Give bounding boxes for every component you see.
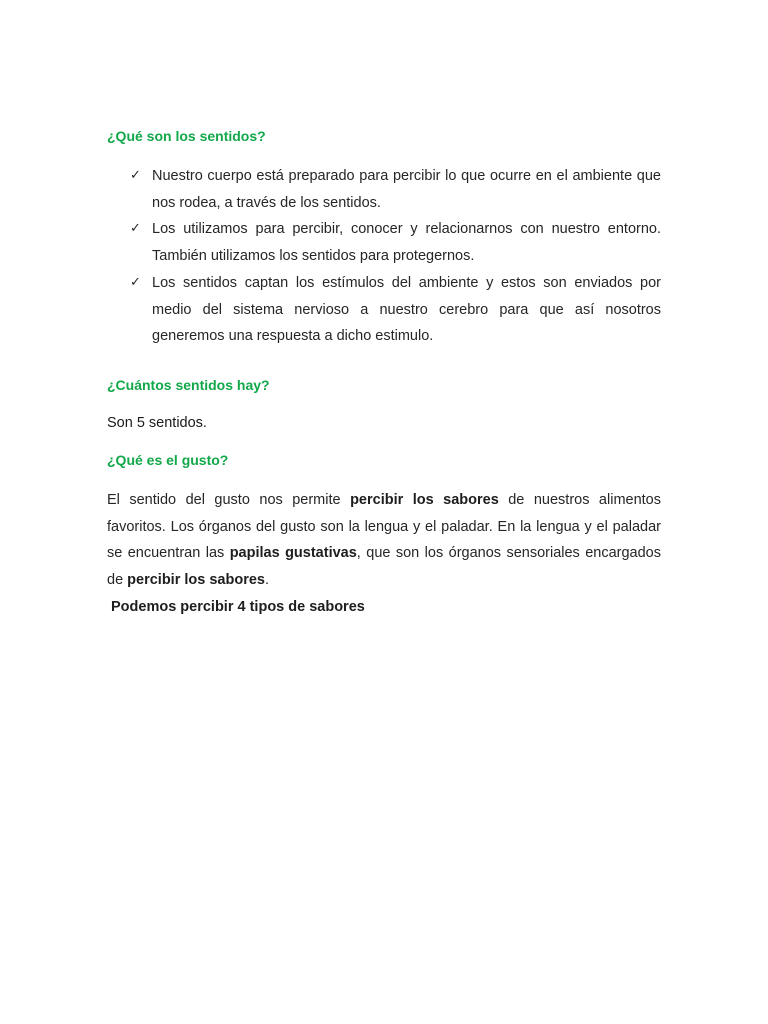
paragraph-text: , que son los órganos sensoriales encargados de bbox=[107, 545, 661, 589]
checkmark-icon: ✓ bbox=[130, 168, 141, 183]
senses-checklist bbox=[107, 163, 661, 350]
checklist-item-text: Los sentidos captan los estímulos del ambiente y estos son enviados por medio del sistema nervioso a nuestro cerebro para que así nosotros generemos una respuesta a dicho estimulo. bbox=[152, 274, 661, 345]
checklist-item-text: Nuestro cuerpo está preparado para percibir lo que ocurre en el ambiente que nos rodea, a través de los sentidos. bbox=[152, 168, 661, 211]
senses-count-text: Son 5 sentidos. bbox=[107, 414, 207, 431]
paragraph-text: . bbox=[264, 572, 270, 589]
bold-phrase: percibir los sabores bbox=[350, 491, 499, 508]
paragraph-text: de nuestros alimentos favoritos. Los órganos del gusto son la lengua y el paladar. En la lengua y el paladar se encuentran las bbox=[107, 491, 661, 562]
checkmark-icon: ✓ bbox=[130, 221, 141, 237]
flavors-subheading: Podemos percibir 4 tipos de sabores bbox=[111, 598, 365, 615]
heading-que-es-el-gusto: ¿Qué es el gusto? bbox=[107, 451, 229, 468]
bold-phrase: percibir los sabores bbox=[127, 572, 265, 589]
heading-que-son-los-sentidos: ¿Qué son los sentidos? bbox=[107, 128, 266, 144]
document-content bbox=[107, 126, 661, 620]
bold-phrase: papilas gustativas bbox=[229, 545, 357, 562]
checkmark-icon: ✓ bbox=[130, 274, 141, 290]
paragraph-text: El sentido del gusto nos permite bbox=[107, 491, 351, 508]
checklist-item-text: Los utilizamos para percibir, conocer y relacionarnos con nuestro entorno. También utilizamos los sentidos para protegernos. bbox=[152, 221, 661, 265]
heading-cuantos-sentidos-hay: ¿Cuántos sentidos hay? bbox=[107, 376, 270, 393]
checklist-item bbox=[107, 163, 661, 216]
checklist-item bbox=[107, 270, 661, 350]
taste-paragraph bbox=[107, 487, 661, 594]
checklist-item bbox=[107, 216, 661, 269]
